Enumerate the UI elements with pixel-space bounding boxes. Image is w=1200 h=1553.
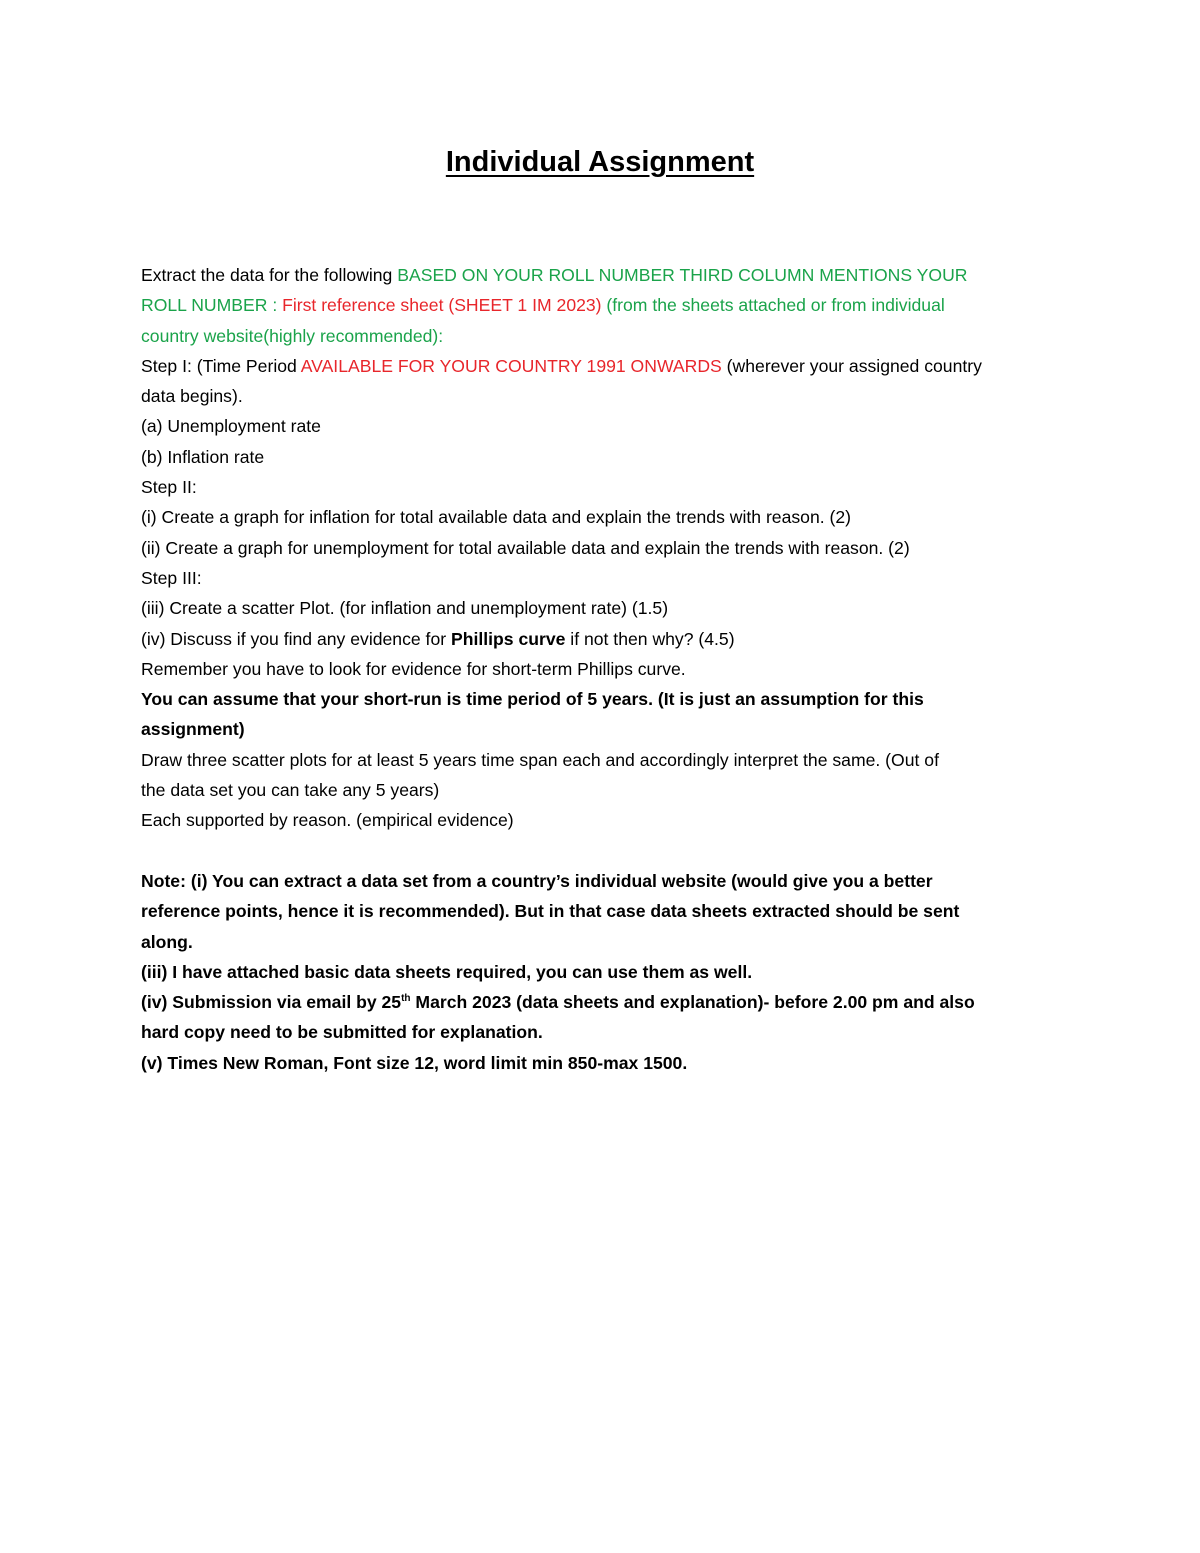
step1-line-2: data begins). <box>141 386 243 407</box>
step2-item-i: (i) Create a graph for inflation for total available data and explain the trends with reason. (2) <box>141 507 852 528</box>
step3-item-iii: (iii) Create a scatter Plot. (for inflation and unemployment rate) (1.5) <box>141 598 669 619</box>
roll-number-instruction-cont: ROLL NUMBER : <box>141 295 283 316</box>
phillips-curve-term: Phillips curve <box>450 628 566 649</box>
assignment-body <box>141 260 1056 1078</box>
source-note: (from the sheets attached or from individual <box>601 295 945 316</box>
step1-label: Step I: (Time Period <box>141 355 301 376</box>
step3-heading: Step III: <box>141 567 202 588</box>
intro-line-1 <box>141 260 1056 290</box>
step2-heading: Step II: <box>141 477 197 498</box>
note-line-1: Note: (i) You can extract a data set from a country’s individual website (would give you a better <box>141 870 933 891</box>
intro-text: Extract the data for the following <box>141 265 398 285</box>
time-period-note: AVAILABLE FOR YOUR COUNTRY 1991 ONWARDS <box>300 355 722 376</box>
step1-cont: (wherever your assigned country <box>721 355 982 376</box>
remember-note: Remember you have to look for evidence for short-term Phillips curve. <box>141 658 686 679</box>
note-attached-sheets: (iii) I have attached basic data sheets required, you can use them as well. <box>141 961 753 982</box>
item-iv-text: (iv) Discuss if you find any evidence for <box>141 628 451 649</box>
spacer <box>141 836 1056 866</box>
intro-line-2 <box>141 290 1056 320</box>
note-formatting: (v) Times New Roman, Font size 12, word limit min 850-max 1500. <box>141 1052 688 1073</box>
step2-item-ii: (ii) Create a graph for unemployment for total available data and explain the trends with reason. (2) <box>141 537 910 558</box>
step1-line <box>141 351 1056 381</box>
note-line-3: along. <box>141 931 193 952</box>
empirical-evidence-note: Each supported by reason. (empirical evidence) <box>141 810 514 831</box>
short-run-assumption-cont: assignment) <box>141 719 245 740</box>
note-line-2: reference points, hence it is recommended). But in that case data sheets extracted should be sent <box>141 901 960 922</box>
reference-sheet-note: First reference sheet (SHEET 1 IM 2023) <box>282 295 602 316</box>
page-title: Individual Assignment <box>445 146 755 178</box>
note-submission <box>141 987 1056 1017</box>
roll-number-instruction: BASED ON YOUR ROLL NUMBER THIRD COLUMN MENTIONS YOUR <box>397 265 968 285</box>
note-hard-copy: hard copy need to be submitted for explanation. <box>141 1022 543 1043</box>
step3-item-iv <box>141 624 1056 654</box>
short-run-assumption: You can assume that your short-run is time period of 5 years. (It is just an assumption for this <box>141 689 924 710</box>
item-inflation-rate: (b) Inflation rate <box>141 446 265 467</box>
submission-text: (iv) Submission via email by 25 <box>141 992 402 1013</box>
scatter-plots-instruction: Draw three scatter plots for at least 5 years time span each and accordingly interpret the same. (Out of <box>141 749 939 770</box>
item-unemployment-rate: (a) Unemployment rate <box>141 416 321 437</box>
item-iv-cont: if not then why? (4.5) <box>565 628 735 649</box>
submission-cont: March 2023 (data sheets and explanation)- before 2.00 pm and also <box>410 992 975 1013</box>
date-superscript: th <box>401 993 411 1005</box>
scatter-plots-instruction-cont: the data set you can take any 5 years) <box>141 780 440 801</box>
intro-line-3: country website(highly recommended): <box>141 325 444 346</box>
